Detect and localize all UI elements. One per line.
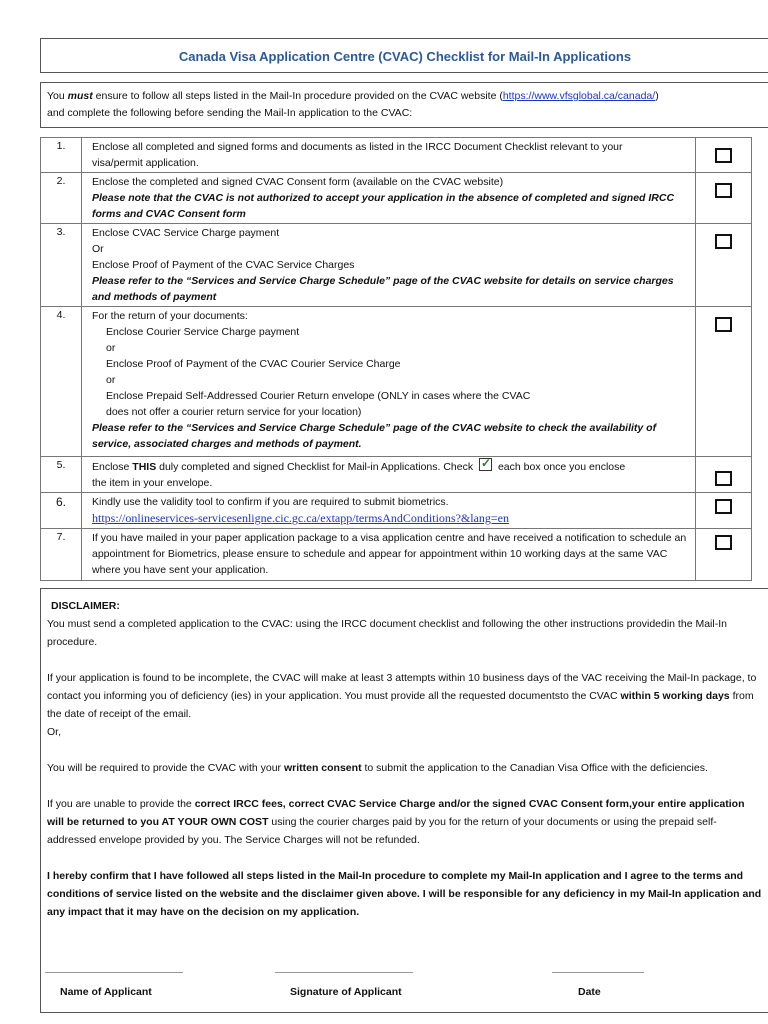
checkbox-item-5[interactable] [715,471,732,486]
item-number: 6. [41,493,82,529]
item-text: duly completed and signed Checklist for Mail-in Applications. Check [156,461,477,473]
checkbox-item-2[interactable] [715,183,732,198]
item-text: Enclose all completed and signed forms and documents as listed in the IRCC Document Checklist relevant to your [92,141,623,153]
disclaimer-text: from the date of receipt of the email. [47,690,754,720]
confirmation-statement: I hereby confirm that I have followed all steps listed in the Mail-In procedure to complete my Mail-In application and I agree to the terms and conditions of service listed on the website and the disclaimer given above. I will be responsible for any deficiency in my Mail-In application and any impact that it may have on the decision on my application. [47,870,762,918]
item-number: 4. [41,307,82,457]
item-option: Enclose Courier Service Charge payment [106,326,300,338]
disclaimer-paragraph [47,759,763,777]
page-title: Canada Visa Application Centre (CVAC) Checklist for Mail-In Applications [40,38,768,73]
item-text: visa/permit application. [92,157,199,169]
checklist-row-3 [41,224,752,307]
item-note: Please refer to the “Services and Service Charge Schedule” page of the CVAC website to check the availability of service, associated charges and methods of payment. [92,422,657,450]
checklist-row-4 [41,307,752,457]
item-option: does not offer a courier return service for your location) [106,406,362,418]
checklist-row-1 [41,138,752,173]
item-text: Enclose CVAC Service Charge payment [92,227,280,239]
disclaimer-bold: correct IRCC fees, correct CVAC Service Charge and/or the signed CVAC Consent form,your entire application will be returned to you AT YOUR OWN COST [47,798,745,828]
disclaimer-text: You will be required to provide the CVAC with your [47,762,284,774]
item-number: 5. [41,457,82,493]
disclaimer-text: If you are unable to provide the [47,798,195,810]
item-or: or [106,374,116,386]
item-text: each box once you enclose [495,461,626,473]
intro-section [40,82,768,128]
disclaimer-or: Or, [47,726,62,738]
disclaimer-heading: DISCLAIMER: [51,600,120,612]
checklist-row-6 [41,493,752,529]
disclaimer-bold: written consent [283,762,362,774]
item-or: Or [92,243,104,255]
item-option: Enclose Proof of Payment of the CVAC Courier Service Charge [106,358,401,370]
signature-line [275,972,413,973]
intro-middle: ensure to follow all steps listed in the Mail-In procedure provided on the CVAC website ( [92,90,503,102]
item-number: 1. [41,138,82,173]
checkmark-icon [479,458,492,471]
biometrics-validity-tool-link[interactable]: https://onlineservices-servicesenligne.cic.gc.ca/extapp/termsAndConditions?&lang=en [92,511,509,525]
checkbox-item-3[interactable] [715,234,732,249]
item-text: the item in your envelope. [92,477,213,489]
signature-of-applicant-label: Signature of Applicant [290,986,402,998]
checkbox-item-4[interactable] [715,317,732,332]
item-number: 3. [41,224,82,307]
disclaimer-paragraph [47,795,763,849]
checklist-table [40,137,752,581]
item-bold: THIS [132,461,157,473]
item-or: or [106,342,116,354]
checkbox-item-6[interactable] [715,499,732,514]
intro-prefix: You [47,90,68,102]
date-line [552,972,644,973]
disclaimer-text: to submit the application to the Canadian Visa Office with the deficiencies. [361,762,708,774]
item-note: Please note that the CVAC is not authorized to accept your application in the absence of completed and signed IRCC forms and CVAC Consent form [92,192,675,220]
name-of-applicant-label: Name of Applicant [60,986,152,998]
checklist-row-5 [41,457,752,493]
item-text: If you have mailed in your paper application package to a visa application centre and have received a notification to schedule an appointment for Biometrics, please ensure to schedule and appear for appointment within 10 working days at the same VAC where you have sent your application. [92,532,687,576]
checkbox-item-7[interactable] [715,535,732,550]
item-text: For the return of your documents: [92,310,248,322]
date-label: Date [578,986,601,998]
disclaimer-text: using the courier charges paid by you for the return of your documents or using the prepaid self-addressed envelope provided by you. The Service Charges will not be refunded. [47,816,717,846]
intro-must: must [67,90,93,102]
item-text: Enclose the completed and signed CVAC Consent form (available on the CVAC website) [92,176,504,188]
item-text: Kindly use the validity tool to confirm if you are required to submit biometrics. [92,496,449,508]
intro-suffix: ) [655,90,659,102]
name-signature-line [45,972,183,973]
disclaimer-section [40,588,768,1013]
item-number: 2. [41,173,82,224]
item-number: 7. [41,529,82,581]
item-note: Please refer to the “Services and Service Charge Schedule” page of the CVAC website for details on service charges and methods of payment [92,275,674,303]
item-option: Enclose Prepaid Self-Addressed Courier Return envelope (ONLY in cases where the CVAC [106,390,531,402]
checkbox-item-1[interactable] [715,148,732,163]
disclaimer-text: If your application is found to be incomplete, the CVAC will make at least 3 attempts within 10 business days of the VAC receiving the Mail-In package, to contact you informing you of deficiency (ies) in your application. You must provide all the requested documentsto the CVAC [47,672,757,702]
disclaimer-paragraph: You must send a completed application to the CVAC: using the IRCC document checklist and following the other instructions providedin the Mail-In procedure. [47,618,727,648]
checklist-row-7 [41,529,752,581]
item-text: Enclose [92,461,133,473]
disclaimer-bold: within 5 working days [620,690,730,702]
cvac-website-link[interactable]: https://www.vfsglobal.ca/canada/ [502,90,656,102]
checklist-row-2 [41,173,752,224]
disclaimer-paragraph [47,669,763,723]
item-text: Enclose Proof of Payment of the CVAC Service Charges [92,259,355,271]
intro-line2: and complete the following before sending the Mail-In application to the CVAC: [47,107,413,119]
